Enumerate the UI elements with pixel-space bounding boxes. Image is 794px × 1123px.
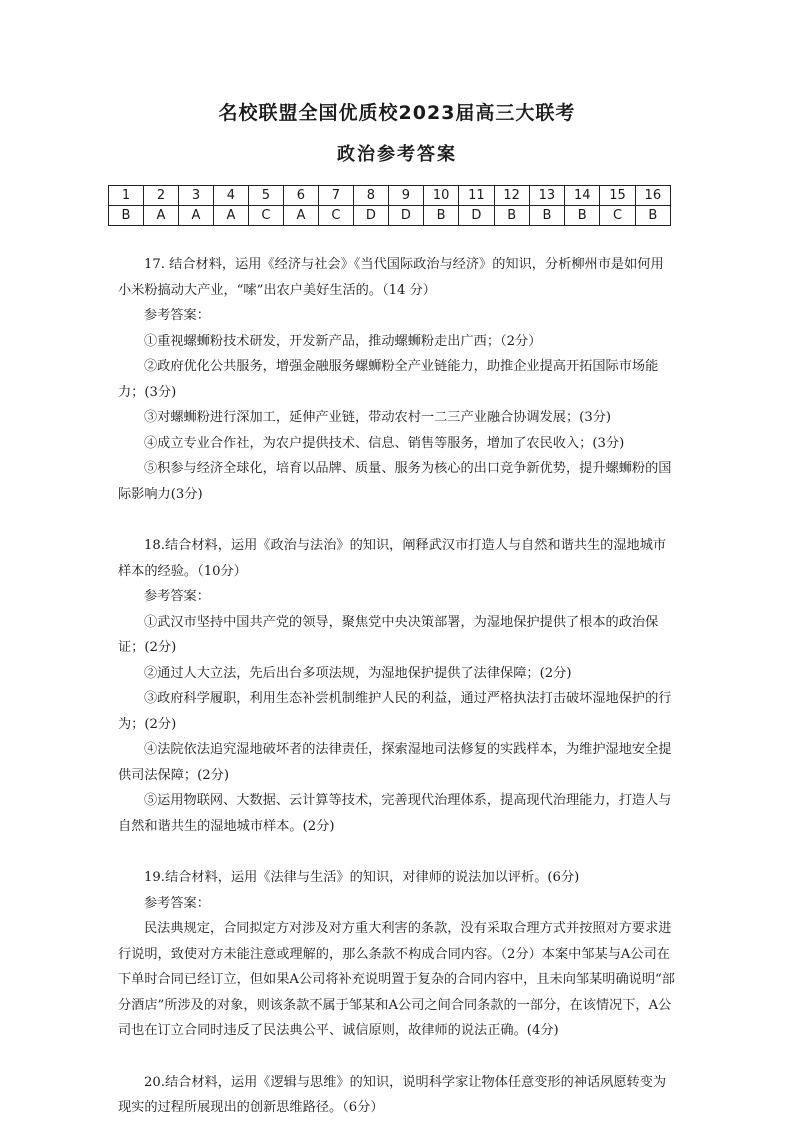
answer-letter: A: [143, 206, 178, 226]
answers-content: [118, 252, 675, 1121]
answer-letter: B: [109, 206, 144, 226]
answer-point: ④法院依法追究湿地破坏者的法律责任，探索湿地司法修复的实践样本，为维护湿地安全提供司法保障；(2分): [118, 742, 672, 783]
question-number: 8: [353, 186, 388, 206]
answer-letter: D: [459, 206, 494, 226]
answer-point: ②政府优化公共服务，增强金融服务螺蛳粉全产业链能力，助推企业提高开拓国际市场能力；(3分): [118, 359, 659, 400]
question-17-prompt: 17. 结合材料，运用《经济与社会》《当代国际政治与经济》的知识，分析柳州市是如何用小米粉搞动大产业，“嗦”出农户美好生活的。（14 分）: [118, 257, 664, 298]
answer-letter: D: [388, 206, 423, 226]
question-number: 12: [494, 186, 529, 206]
question-number: 4: [213, 186, 248, 206]
question-18-prompt: 18.结合材料，运用《政治与法治》的知识，阐释武汉市打造人与自然和谐共生的湿地城市样本的经验。（10分）: [118, 538, 667, 579]
question-number: 11: [459, 186, 494, 206]
answer-letter: C: [248, 206, 283, 226]
reference-answer-label: 参考答案：: [144, 308, 210, 323]
reference-answer-label: 参考答案：: [144, 589, 210, 604]
section-spacer: [118, 839, 675, 865]
reference-answer-label: 参考答案：: [144, 895, 210, 911]
document-title: 名校联盟全国优质校2023届高三大联考: [218, 102, 576, 124]
answer-letter: B: [494, 206, 529, 226]
answer-paragraph: 民法典规定，合同拟定方对涉及对方重大利害的条款，没有采取合理方式并按照对方要求进行说明，致使对方未能注意或理解的，那么条款不构成合同内容。（2分）本案中邹某与A公司在下单时合同已经订立，但如果A公司将补充说明置于复杂的合同内容中，且未向邹某明确说明“部分酒店”所涉及的对象，则该条款不属于邹某和A公司之间合同条款的一部分，在该情况下，A公司也在订立合同时违反了民法典公平、诚信原则，故律师的说法正确。(4分): [118, 921, 675, 1038]
document-subtitle: 政治参考答案: [337, 144, 457, 165]
question-number: 16: [635, 186, 670, 206]
question-number: 2: [143, 186, 178, 206]
question-number: 15: [600, 186, 635, 206]
answer-letter: C: [318, 206, 353, 226]
question-number: 3: [178, 186, 213, 206]
answer-letter: B: [529, 206, 564, 226]
answer-letter: D: [353, 206, 388, 226]
answer-point: ②通过人大立法，先后出台多项法规，为湿地保护提供了法律保障；(2分): [144, 665, 572, 681]
question-number: 7: [318, 186, 353, 206]
question-20-prompt: 20.结合材料，运用《逻辑与思维》的知识，说明科学家让物体任意变形的神话夙愿转变为现实的过程所展现出的创新思维路径。（6分）: [118, 1074, 667, 1115]
answer-letter: A: [283, 206, 318, 226]
question-number: 6: [283, 186, 318, 206]
answer-letter: B: [565, 206, 600, 226]
question-number: 1: [109, 186, 144, 206]
answer-row: [109, 206, 671, 226]
answer-point: ③政府科学履职，利用生态补尝机制维护人民的利益，通过严格执法打击破坏湿地保护的行为；(2分): [118, 691, 672, 732]
answer-letter: A: [213, 206, 248, 226]
question-number: 5: [248, 186, 283, 206]
answer-point: ⑤积参与经济全球化，培育以品牌、质量、服务为核心的出口竞争新优势，提升螺蛳粉的国际影响力(3分): [118, 461, 672, 502]
answer-point: ①重视螺蛳粉技术研发，开发新产品，推动螺蛳粉走出广西；（2分）: [144, 333, 542, 349]
question-number: 13: [529, 186, 564, 206]
answer-letter: B: [635, 206, 670, 226]
answer-letter: A: [178, 206, 213, 226]
answer-point: ③对螺蛳粉进行深加工，延伸产业链，带动农村一二三产业融合协调发展；(3分): [144, 410, 612, 425]
question-number-row: [109, 186, 671, 206]
question-19-prompt: 19.结合材料，运用《法律与生活》的知识，对律师的说法加以评析。(6分): [144, 870, 580, 885]
answer-point: ④成立专业合作社，为农户提供技术、信息、销售等服务，增加了农民收入；(3分): [144, 435, 625, 451]
question-number: 9: [388, 186, 423, 206]
section-spacer: [118, 1044, 675, 1070]
answer-letter: B: [423, 206, 458, 226]
answer-point: ⑤运用物联网、大数据、云计算等技术，完善现代治理体系，提高现代治理能力，打造人与自然和谐共生的湿地城市样本。(2分): [118, 793, 672, 834]
question-number: 10: [423, 186, 458, 206]
section-spacer: [118, 507, 675, 533]
answer-point: ①武汉市坚持中国共产党的领导，聚焦党中央决策部署，为湿地保护提供了根本的政治保证；(2分): [118, 614, 659, 655]
answer-table: [108, 185, 671, 226]
answer-letter: C: [600, 206, 635, 226]
question-number: 14: [565, 186, 600, 206]
